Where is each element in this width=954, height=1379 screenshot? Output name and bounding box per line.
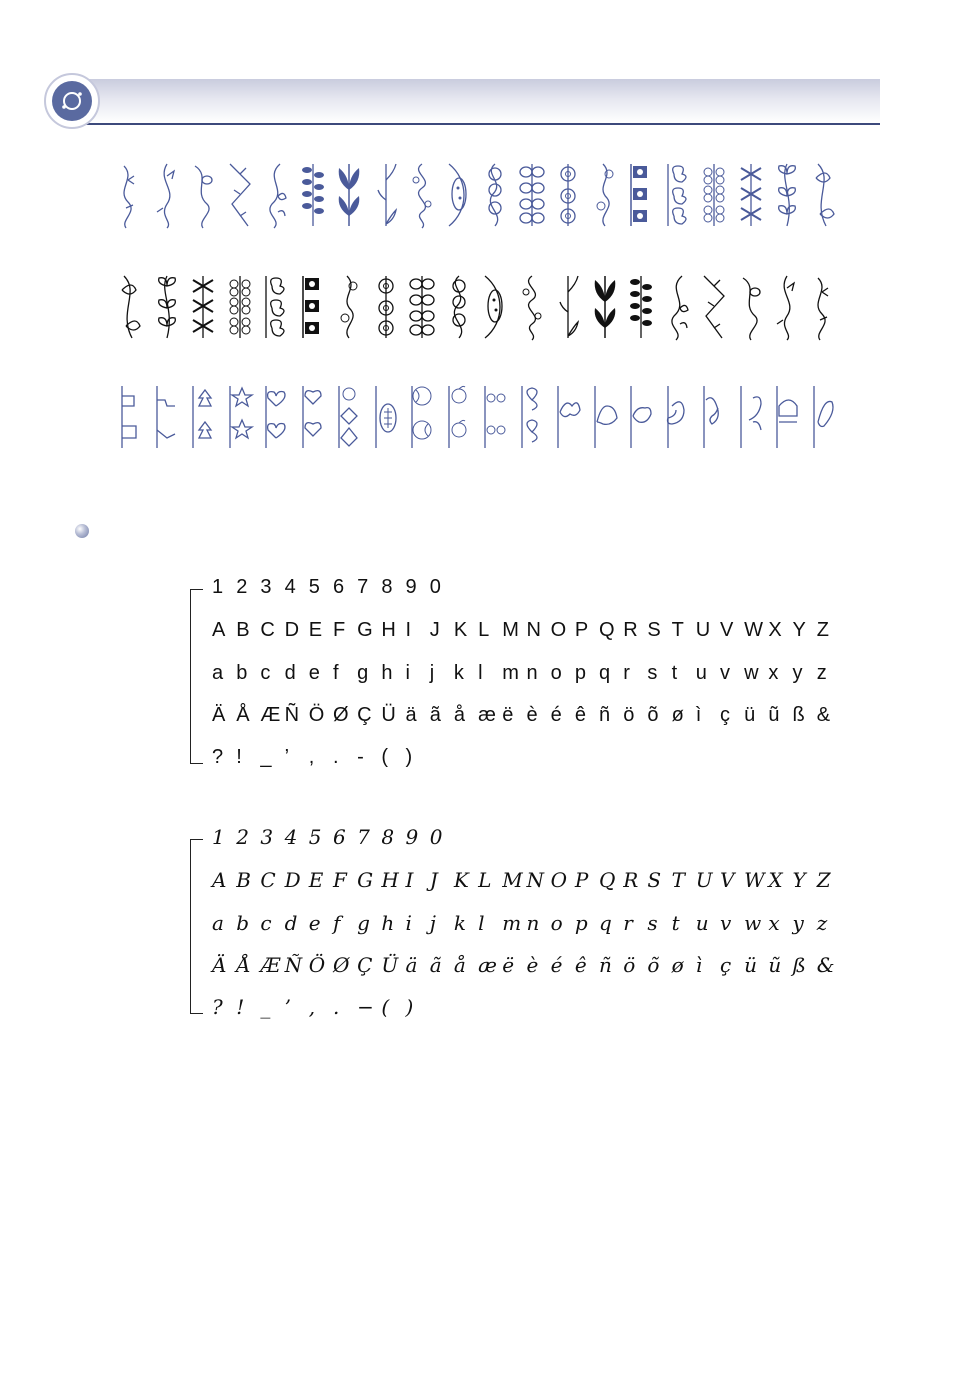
glyph: b (236, 911, 249, 935)
glyph: ? (212, 995, 223, 1019)
glyph: Ü (381, 704, 396, 726)
glyph: D (284, 868, 301, 892)
print-font-charset (190, 576, 850, 776)
section-header-badge (44, 73, 100, 129)
glyph: 7 (357, 825, 370, 849)
glyph: S (647, 619, 661, 641)
decorative-stitch-pattern-icon (260, 382, 292, 452)
glyph: ) (405, 746, 413, 768)
glyph: ( (381, 995, 390, 1019)
glyph: Ö (308, 704, 325, 726)
decorative-stitch-pattern-icon (771, 160, 803, 230)
decorative-stitch-pattern-icon (151, 382, 183, 452)
glyph: o (550, 662, 562, 684)
decorative-stitch-pattern-icon (114, 160, 146, 230)
script-uppercase-line (212, 865, 841, 895)
glyph: Ø (332, 704, 349, 726)
glyph: ũ (768, 704, 780, 726)
decorative-stitch-pattern-icon (333, 272, 365, 342)
glyph: ä (405, 704, 417, 726)
glyph: Ç (357, 953, 373, 977)
glyph: N (526, 619, 541, 641)
glyph: i (405, 662, 410, 684)
glyph: 8 (381, 825, 395, 849)
glyph: r (623, 662, 630, 684)
glyph: S (647, 868, 662, 892)
glyph: P (574, 619, 589, 641)
glyph: ß (792, 953, 806, 977)
glyph: ê (574, 704, 586, 726)
glyph: f (332, 662, 339, 684)
glyph: a (212, 662, 224, 684)
glyph: H (381, 619, 396, 641)
glyph: 6 (332, 576, 345, 598)
glyph: s (647, 911, 658, 935)
glyph: v (719, 911, 732, 935)
script-accented-line (212, 950, 841, 980)
glyph: Y (792, 868, 806, 892)
glyph: U (695, 619, 711, 641)
glyph: 0 (429, 825, 443, 849)
decorative-stitch-pattern-icon (625, 160, 657, 230)
decorative-stitch-pattern-icon (698, 160, 730, 230)
glyph: _ (260, 746, 272, 768)
decorative-stitch-pattern-icon (808, 382, 840, 452)
decorative-stitch-pattern-icon (443, 160, 475, 230)
glyph: h (381, 662, 393, 684)
glyph: ø (671, 953, 684, 977)
glyph: X (768, 619, 782, 641)
decorative-stitch-pattern-icon (479, 160, 511, 230)
decorative-stitch-pattern-icon (808, 160, 840, 230)
glyph: V (719, 619, 734, 641)
script-font-bracket (190, 839, 203, 1014)
glyph: I (405, 619, 412, 641)
glyph: ? (212, 746, 224, 768)
script-font-charset (190, 826, 850, 1026)
decorative-stitch-pattern-icon (662, 272, 694, 342)
glyph: g (357, 662, 369, 684)
glyph: G (357, 619, 373, 641)
glyph: ! (236, 746, 242, 768)
glyph: l (478, 662, 483, 684)
glyph: g (357, 911, 370, 935)
decorative-stitch-pattern-icon (443, 272, 475, 342)
decorative-stitch-pattern-icon (735, 160, 767, 230)
glyph: 4 (284, 576, 296, 598)
glyph: ê (574, 953, 587, 977)
glyph: J (429, 619, 440, 641)
decorative-stitch-pattern-icon (552, 272, 584, 342)
glyph: 2 (236, 825, 249, 849)
glyph: Ñ (284, 953, 303, 977)
glyph: F (332, 868, 347, 892)
print-lowercase-line (212, 658, 841, 688)
glyph: W (744, 619, 764, 641)
glyph: 4 (284, 825, 298, 849)
glyph: & (816, 704, 831, 726)
glyph: c (260, 662, 271, 684)
decorative-stitch-pattern-icon (406, 160, 438, 230)
glyph: s (647, 662, 658, 684)
decorative-stitch-pattern-icon (662, 160, 694, 230)
decorative-stitch-pattern-icon (698, 272, 730, 342)
decorative-stitch-pattern-icon (735, 272, 767, 342)
glyph: x (768, 662, 779, 684)
glyph: d (284, 662, 296, 684)
glyph: I (405, 868, 414, 892)
glyph: l (478, 911, 485, 935)
decorative-stitch-pattern-icon (260, 272, 292, 342)
glyph: h (381, 911, 395, 935)
glyph: T (671, 868, 685, 892)
glyph: è (526, 953, 539, 977)
glyph: 6 (332, 825, 346, 849)
glyph: P (574, 868, 589, 892)
glyph: t (671, 662, 678, 684)
glyph: u (695, 911, 709, 935)
glyph: B (236, 868, 251, 892)
glyph: , (308, 746, 315, 768)
glyph: ! (236, 995, 245, 1019)
glyph: t (671, 911, 680, 935)
glyph: m (502, 662, 519, 684)
glyph: b (236, 662, 248, 684)
decorative-stitch-pattern-icon (516, 160, 548, 230)
glyph: ü (744, 704, 756, 726)
glyph: Å (236, 704, 250, 726)
glyph: v (719, 662, 730, 684)
glyph: Ø (332, 953, 350, 977)
glyph: Ö (308, 953, 326, 977)
glyph: k (453, 911, 466, 935)
glyph: K (453, 868, 469, 892)
glyph: F (332, 619, 346, 641)
decorative-stitch-pattern-icon (224, 382, 256, 452)
decorative-stitch-pattern-icon (771, 382, 803, 452)
pattern-row-2 (114, 272, 844, 342)
glyph: j (429, 911, 436, 935)
glyph: E (308, 619, 323, 641)
glyph: 8 (381, 576, 393, 598)
decorative-stitch-pattern-icon (589, 382, 621, 452)
print-punctuation-line (212, 742, 430, 772)
glyph: d (284, 911, 298, 935)
glyph: . (332, 995, 340, 1019)
decorative-stitch-pattern-icon (735, 382, 767, 452)
glyph: õ (647, 953, 660, 977)
glyph: Z (816, 619, 829, 641)
glyph: ë (502, 953, 515, 977)
glyph: A (212, 619, 226, 641)
glyph: ç (719, 953, 732, 977)
glyph: 5 (308, 576, 320, 598)
decorative-stitch-pattern-icon (260, 160, 292, 230)
glyph: G (357, 868, 374, 892)
glyph: ñ (599, 704, 611, 726)
glyph: ì (695, 704, 702, 726)
glyph: e (308, 911, 321, 935)
glyph: Ñ (284, 704, 300, 726)
decorative-stitch-pattern-icon (589, 272, 621, 342)
glyph: ’ (284, 995, 291, 1019)
glyph: X (768, 868, 783, 892)
decorative-stitch-pattern-icon (552, 160, 584, 230)
glyph: ã (429, 953, 442, 977)
glyph: V (719, 868, 735, 892)
glyph: é (550, 704, 562, 726)
glyph: w (744, 911, 762, 935)
glyph: C (260, 868, 276, 892)
decorative-stitch-pattern-icon (698, 382, 730, 452)
glyph: J (429, 868, 438, 892)
glyph: Y (792, 619, 806, 641)
glyph: ç (719, 704, 730, 726)
glyph: O (550, 868, 568, 892)
glyph: Z (816, 868, 831, 892)
glyph: E (308, 868, 324, 892)
glyph: ñ (599, 953, 612, 977)
glyph: q (599, 911, 612, 935)
glyph: - (357, 746, 364, 768)
glyph: H (381, 868, 399, 892)
glyph: ë (502, 704, 514, 726)
glyph: N (526, 868, 544, 892)
glyph: o (550, 911, 563, 935)
glyph: , (308, 995, 316, 1019)
glyph: . (332, 746, 339, 768)
glyph: è (526, 704, 538, 726)
glyph: _ (260, 995, 271, 1019)
print-uppercase-line (212, 615, 841, 645)
decorative-stitch-pattern-icon (406, 272, 438, 342)
glyph: æ (478, 953, 497, 977)
glyph: ( (381, 746, 388, 768)
glyph: U (695, 868, 713, 892)
glyph: p (574, 911, 588, 935)
glyph: R (623, 619, 638, 641)
script-lowercase-line (212, 908, 841, 938)
glyph: 0 (429, 576, 441, 598)
glyph: 1 (212, 576, 224, 598)
glyph: 7 (357, 576, 369, 598)
glyph: c (260, 911, 272, 935)
script-punctuation-line (212, 992, 430, 1022)
glyph: Æ (260, 953, 281, 977)
glyph: 5 (308, 825, 322, 849)
glyph: ì (695, 953, 703, 977)
glyph: n (526, 911, 540, 935)
gear-spool-icon (52, 81, 92, 121)
glyph: Q (599, 868, 616, 892)
glyph: ) (405, 995, 414, 1019)
glyph: å (453, 704, 465, 726)
glyph: k (453, 662, 464, 684)
glyph: 9 (405, 825, 419, 849)
decorative-stitch-pattern-icon (625, 382, 657, 452)
decorative-stitch-pattern-icon (187, 160, 219, 230)
glyph: B (236, 619, 250, 641)
glyph: y (792, 911, 804, 935)
glyph: ü (744, 953, 758, 977)
print-digits-line (212, 572, 454, 602)
glyph: W (744, 868, 765, 892)
glyph: u (695, 662, 707, 684)
glyph: x (768, 911, 780, 935)
glyph: O (550, 619, 567, 641)
print-font-bracket (190, 589, 203, 764)
decorative-stitch-pattern-icon (370, 382, 402, 452)
decorative-stitch-pattern-icon (443, 382, 475, 452)
glyph: M (502, 868, 523, 892)
decorative-stitch-pattern-icon (224, 160, 256, 230)
glyph: y (792, 662, 803, 684)
decorative-stitch-pattern-icon (333, 382, 365, 452)
decorative-stitch-pattern-icon (297, 160, 329, 230)
glyph: ä (405, 953, 418, 977)
glyph: D (284, 619, 300, 641)
decorative-stitch-pattern-icon (114, 272, 146, 342)
glyph: ö (623, 704, 635, 726)
glyph: ø (671, 704, 684, 726)
section-header-bar (70, 79, 880, 125)
decorative-stitch-pattern-icon (516, 382, 548, 452)
glyph: 3 (260, 576, 272, 598)
decorative-stitch-pattern-icon (224, 272, 256, 342)
glyph: a (212, 911, 224, 935)
glyph: e (308, 662, 320, 684)
glyph: w (744, 662, 759, 684)
decorative-stitch-pattern-icon (479, 272, 511, 342)
glyph: 2 (236, 576, 248, 598)
print-accented-line (212, 700, 841, 730)
decorative-stitch-pattern-icon (479, 382, 511, 452)
decorative-stitch-pattern-icon (187, 382, 219, 452)
decorative-stitch-pattern-icon (771, 272, 803, 342)
decorative-stitch-pattern-icon (187, 272, 219, 342)
decorative-stitch-pattern-icon (589, 160, 621, 230)
glyph: Ä (212, 704, 226, 726)
glyph: M (502, 619, 519, 641)
glyph: K (453, 619, 468, 641)
glyph: Å (236, 953, 251, 977)
glyph: L (478, 868, 492, 892)
decorative-stitch-pattern-icon (297, 382, 329, 452)
glyph: õ (647, 704, 659, 726)
decorative-stitch-pattern-icon (552, 382, 584, 452)
glyph: R (623, 868, 639, 892)
glyph: A (212, 868, 227, 892)
glyph: i (405, 911, 412, 935)
glyph: 3 (260, 825, 274, 849)
decorative-stitch-pattern-icon (333, 160, 365, 230)
decorative-stitch-pattern-icon (114, 382, 146, 452)
glyph: Æ (260, 704, 281, 726)
pattern-row-3 (114, 382, 844, 452)
decorative-stitch-pattern-icon (297, 272, 329, 342)
glyph: é (550, 953, 563, 977)
glyph: z (816, 662, 827, 684)
stitch-pattern-grid (114, 160, 844, 460)
decorative-stitch-pattern-icon (516, 272, 548, 342)
glyph: n (526, 662, 538, 684)
decorative-stitch-pattern-icon (370, 272, 402, 342)
glyph: j (429, 662, 435, 684)
glyph: ’ (284, 746, 290, 768)
glyph: p (574, 662, 586, 684)
glyph: å (453, 953, 466, 977)
glyph: ß (792, 704, 805, 726)
glyph: z (816, 911, 828, 935)
glyph: Ü (381, 953, 399, 977)
glyph: L (478, 619, 490, 641)
decorative-stitch-pattern-icon (662, 382, 694, 452)
decorative-stitch-pattern-icon (625, 272, 657, 342)
glyph: & (816, 953, 835, 977)
glyph: 9 (405, 576, 417, 598)
decorative-stitch-pattern-icon (406, 382, 438, 452)
pattern-row-1 (114, 160, 844, 230)
glyph: Ç (357, 704, 372, 726)
script-digits-line (212, 822, 454, 852)
glyph: ũ (768, 953, 782, 977)
glyph: æ (478, 704, 496, 726)
glyph: − (357, 995, 374, 1019)
glyph: Q (599, 619, 615, 641)
glyph: r (623, 911, 633, 935)
decorative-stitch-pattern-icon (808, 272, 840, 342)
glyph: ö (623, 953, 636, 977)
glyph: 1 (212, 825, 225, 849)
glyph: C (260, 619, 275, 641)
glyph: ã (429, 704, 441, 726)
glyph: T (671, 619, 684, 641)
decorative-stitch-pattern-icon (151, 272, 183, 342)
glyph: f (332, 911, 341, 935)
glyph: m (502, 911, 522, 935)
glyph: Ä (212, 953, 227, 977)
bullet-icon (75, 524, 89, 538)
decorative-stitch-pattern-icon (151, 160, 183, 230)
decorative-stitch-pattern-icon (370, 160, 402, 230)
glyph: q (599, 662, 611, 684)
